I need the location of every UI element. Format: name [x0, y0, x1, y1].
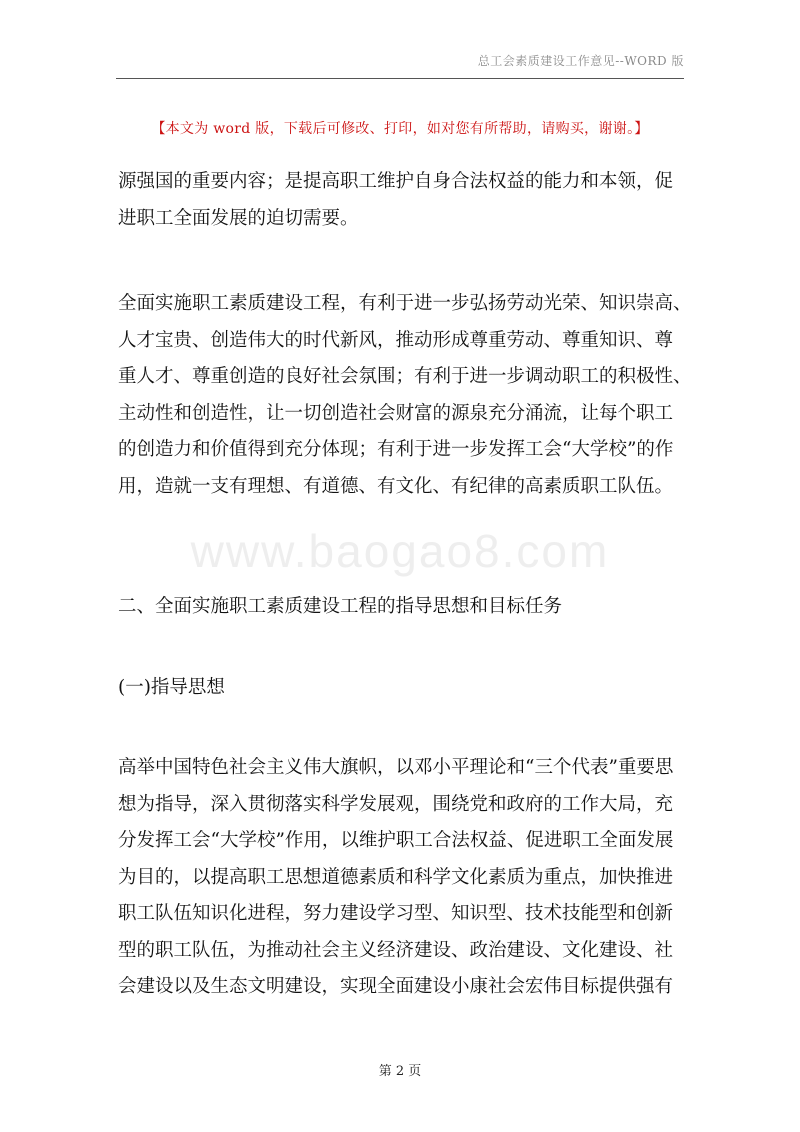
text-line: 想为指导，深入贯彻落实科学发展观，围绕党和政府的工作大局，充: [118, 793, 674, 815]
text-line: 的创造力和价值得到充分体现；有利于进一步发挥工会“大学校”的作: [118, 439, 674, 460]
text-line: 为目的，以提高职工思想道德素质和科学文化素质为重点，加快推进: [118, 866, 674, 888]
text-line: 高举中国特色社会主义伟大旗帜，以邓小平理论和“三个代表”重要思: [118, 757, 674, 778]
paragraph-guiding-ideology: [118, 750, 688, 1006]
text-line: 进职工全面发展的迫切需要。: [118, 207, 359, 229]
text-line: 型的职工队伍，为推动社会主义经济建设、政治建设、文化建设、社: [118, 939, 674, 961]
text-line: 全面实施职工素质建设工程，有利于进一步弘扬劳动光荣、知识崇高、: [118, 293, 692, 314]
text-line: 人才宝贵、创造伟大的时代新风，推动形成尊重劳动、尊重知识、尊: [118, 329, 674, 351]
text-line: 职工队伍知识化进程，努力建设学习型、知识型、技术技能型和创新: [118, 903, 674, 924]
text-line: 主动性和创造性，让一切创造社会财富的源泉充分涌流，让每个职工: [118, 402, 674, 424]
page-header: [116, 52, 684, 79]
page-number: 第 2 页: [378, 1064, 422, 1079]
paragraph-continuation: [118, 164, 688, 237]
text-line: 用，造就一支有理想、有道德、有文化、有纪律的高素质职工队伍。: [118, 475, 674, 497]
document-title: 总工会素质建设工作意见--WORD 版: [477, 54, 684, 68]
paragraph-benefits: [118, 286, 692, 505]
text-line: 源强国的重要内容；是提高职工维护自身合法权益的能力和本领，促: [118, 171, 674, 192]
text-line: 会建设以及生态文明建设，实现全面建设小康社会宏伟目标提供强有: [118, 976, 674, 997]
text-line: 分发挥工会“大学校”作用，以维护职工合法权益、促进职工全面发展: [118, 830, 674, 851]
section-heading: 二、全面实施职工素质建设工程的指导思想和目标任务: [118, 596, 563, 617]
text-line: 重人才、尊重创造的良好社会氛围；有利于进一步调动职工的积极性、: [118, 366, 692, 387]
purchase-notice: 【本文为 word 版，下载后可修改、打印，如对您有所帮助，请购买，谢谢。】: [151, 121, 649, 137]
watermark: www.baogao8.com: [190, 525, 610, 577]
sub-heading: (一)指导思想: [118, 677, 225, 698]
